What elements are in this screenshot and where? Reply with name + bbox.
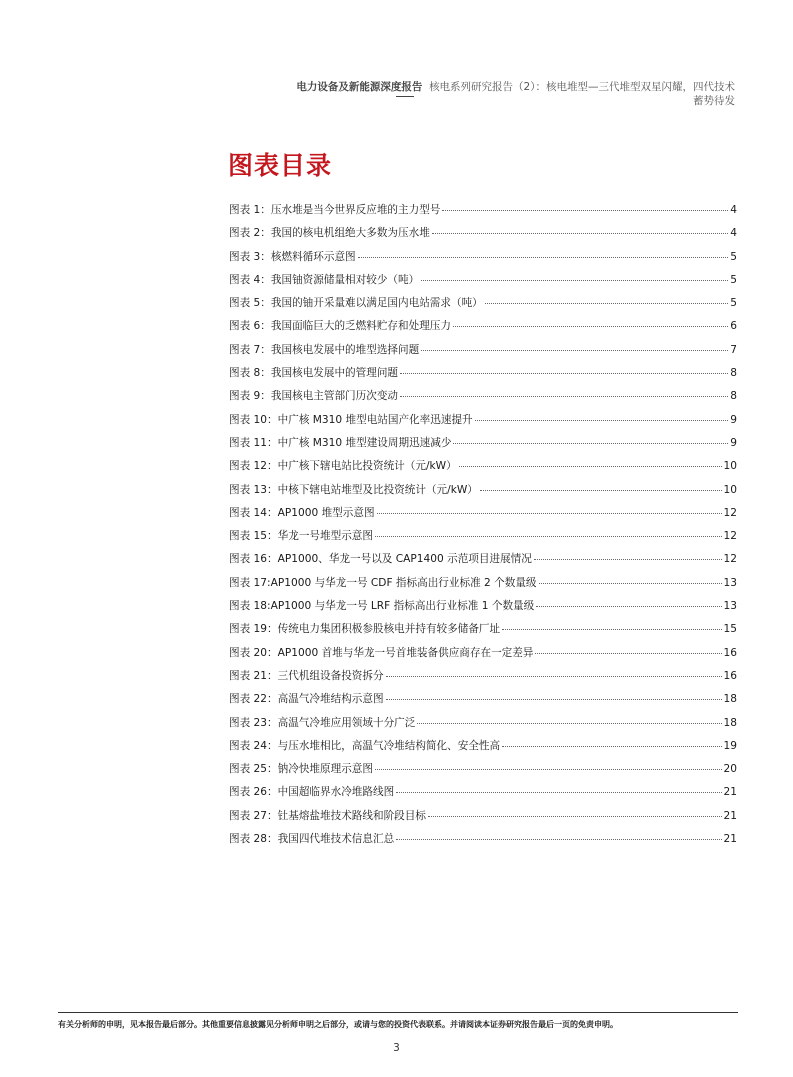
toc-leader-dots bbox=[453, 326, 728, 327]
toc-entry-label: 图表 7：我国核电发展中的堆型选择问题 bbox=[229, 343, 420, 356]
toc-entry[interactable] bbox=[229, 249, 737, 272]
toc-leader-dots bbox=[421, 280, 728, 281]
toc-entry-label: 图表 20：AP1000 首堆与华龙一号首堆装备供应商存在一定差异 bbox=[229, 646, 534, 659]
toc-entry[interactable] bbox=[229, 784, 737, 807]
footer-divider bbox=[58, 1012, 738, 1013]
toc-entry-label: 图表 24：与压水堆相比，高温气冷堆结构简化、安全性高 bbox=[229, 739, 501, 752]
toc-leader-dots bbox=[485, 303, 728, 304]
toc-leader-dots bbox=[535, 653, 721, 654]
toc-entry-page: 21 bbox=[723, 809, 737, 822]
toc-entry[interactable] bbox=[229, 668, 737, 691]
toc-entry-label: 图表 11：中广核 M310 堆型建设周期迅速减少 bbox=[229, 436, 452, 449]
toc-entry-page: 13 bbox=[723, 576, 737, 589]
toc-entry-page: 9 bbox=[730, 413, 737, 426]
toc-entry[interactable] bbox=[229, 365, 737, 388]
toc-entry-page: 21 bbox=[723, 786, 737, 799]
toc-leader-dots bbox=[375, 536, 722, 537]
toc-entry-page: 10 bbox=[723, 483, 737, 496]
header-divider bbox=[396, 96, 414, 97]
toc-leader-dots bbox=[400, 396, 728, 397]
toc-entry-page: 20 bbox=[723, 763, 737, 776]
toc-entry-label: 图表 12：中广核下辖电站比投资统计（元/kW） bbox=[229, 460, 457, 473]
toc-leader-dots bbox=[396, 839, 721, 840]
toc-leader-dots bbox=[475, 420, 729, 421]
toc-entry[interactable] bbox=[229, 435, 737, 458]
toc-entry[interactable] bbox=[229, 412, 737, 435]
toc-entry-page: 18 bbox=[723, 693, 737, 706]
toc-entry[interactable] bbox=[229, 575, 737, 598]
toc-leader-dots bbox=[386, 699, 722, 700]
toc-entry[interactable] bbox=[229, 621, 737, 644]
toc-entry-page: 8 bbox=[730, 367, 737, 380]
toc-entry[interactable] bbox=[229, 482, 737, 505]
toc-entry-page: 12 bbox=[723, 506, 737, 519]
toc-entry[interactable] bbox=[229, 691, 737, 714]
toc-leader-dots bbox=[442, 210, 728, 211]
table-of-figures bbox=[229, 202, 737, 854]
toc-entry-label: 图表 27：钍基熔盐堆技术路线和阶段目标 bbox=[229, 809, 426, 822]
toc-entry-label: 图表 23：高温气冷堆应用领域十分广泛 bbox=[229, 716, 416, 729]
toc-entry[interactable] bbox=[229, 645, 737, 668]
toc-entry-label: 图表 4：我国铀资源储量相对较少（吨） bbox=[229, 273, 420, 286]
toc-entry[interactable] bbox=[229, 715, 737, 738]
toc-entry-page: 5 bbox=[730, 273, 737, 286]
toc-entry-page: 19 bbox=[723, 739, 737, 752]
toc-entry-page: 5 bbox=[730, 297, 737, 310]
toc-entry[interactable] bbox=[229, 505, 737, 528]
toc-entry[interactable] bbox=[229, 225, 737, 248]
toc-leader-dots bbox=[396, 792, 721, 793]
toc-leader-dots bbox=[453, 443, 728, 444]
toc-entry[interactable] bbox=[229, 551, 737, 574]
toc-entry[interactable] bbox=[229, 458, 737, 481]
toc-entry-label: 图表 9：我国核电主管部门历次变动 bbox=[229, 390, 399, 403]
toc-leader-dots bbox=[502, 746, 721, 747]
toc-entry[interactable] bbox=[229, 272, 737, 295]
toc-leader-dots bbox=[428, 816, 722, 817]
toc-entry[interactable] bbox=[229, 598, 737, 621]
page-title: 图表目录 bbox=[228, 151, 333, 180]
toc-entry-page: 12 bbox=[723, 530, 737, 543]
toc-entry-page: 5 bbox=[730, 250, 737, 263]
toc-entry-label: 图表 26：中国超临界水冷堆路线图 bbox=[229, 786, 395, 799]
toc-leader-dots bbox=[534, 559, 722, 560]
toc-entry-label: 图表 6：我国面临巨大的乏燃料贮存和处理压力 bbox=[229, 320, 451, 333]
toc-entry-label: 图表 21：三代机组设备投资拆分 bbox=[229, 669, 384, 682]
toc-leader-dots bbox=[539, 583, 722, 584]
toc-entry-label: 图表 28：我国四代堆技术信息汇总 bbox=[229, 833, 395, 846]
toc-entry-page: 4 bbox=[730, 204, 737, 216]
report-header bbox=[115, 80, 735, 108]
toc-leader-dots bbox=[502, 629, 721, 630]
toc-entry-page: 9 bbox=[730, 436, 737, 449]
toc-entry[interactable] bbox=[229, 342, 737, 365]
toc-leader-dots bbox=[377, 513, 722, 514]
toc-entry-page: 12 bbox=[723, 553, 737, 566]
toc-leader-dots bbox=[536, 606, 721, 607]
toc-entry-page: 6 bbox=[730, 320, 737, 333]
toc-leader-dots bbox=[480, 490, 722, 491]
toc-entry-page: 16 bbox=[723, 646, 737, 659]
toc-entry-label: 图表 10：中广核 M310 堆型电站国产化率迅速提升 bbox=[229, 413, 473, 426]
toc-leader-dots bbox=[400, 373, 728, 374]
toc-entry-label: 图表 19：传统电力集团积极参股核电并持有较多储备厂址 bbox=[229, 623, 501, 636]
toc-entry-page: 18 bbox=[723, 716, 737, 729]
toc-leader-dots bbox=[375, 769, 722, 770]
toc-entry-page: 16 bbox=[723, 669, 737, 682]
toc-leader-dots bbox=[432, 233, 728, 234]
toc-entry-page: 4 bbox=[730, 227, 737, 240]
toc-entry-label: 图表 22：高温气冷堆结构示意图 bbox=[229, 693, 384, 706]
toc-entry-label: 图表 18:AP1000 与华龙一号 LRF 指标高出行业标准 1 个数量级 bbox=[229, 600, 535, 613]
toc-entry-page: 7 bbox=[730, 343, 737, 356]
toc-entry-label: 图表 5：我国的铀开采量难以满足国内电站需求（吨） bbox=[229, 297, 483, 310]
footer-disclaimer: 有关分析师的申明，见本报告最后部分。其他重要信息披露见分析师申明之后部分，或请与您的投资代表联系。并请阅读本证券研究报告最后一页的免责申明。 bbox=[58, 1020, 618, 1029]
toc-entry-label: 图表 15：华龙一号堆型示意图 bbox=[229, 530, 373, 543]
header-line-1 bbox=[115, 80, 735, 94]
toc-entry-label: 图表 17:AP1000 与华龙一号 CDF 指标高出行业标准 2 个数量级 bbox=[229, 576, 537, 589]
toc-entry[interactable] bbox=[229, 528, 737, 551]
toc-leader-dots bbox=[421, 350, 728, 351]
toc-entry[interactable] bbox=[229, 808, 737, 831]
toc-entry[interactable] bbox=[229, 761, 737, 784]
toc-entry-page: 15 bbox=[723, 623, 737, 636]
toc-entry[interactable] bbox=[229, 202, 737, 225]
toc-entry[interactable] bbox=[229, 738, 737, 761]
toc-entry-page: 10 bbox=[723, 460, 737, 473]
toc-entry[interactable] bbox=[229, 388, 737, 411]
toc-entry-label: 图表 16：AP1000、华龙一号以及 CAP1400 示范项目进展情况 bbox=[229, 553, 532, 566]
toc-entry-label: 图表 25：钠冷快堆原理示意图 bbox=[229, 763, 373, 776]
toc-leader-dots bbox=[386, 676, 722, 677]
header-line-2: 蓄势待发 bbox=[693, 95, 735, 107]
toc-leader-dots bbox=[459, 466, 722, 467]
toc-entry[interactable] bbox=[229, 295, 737, 318]
toc-entry-page: 13 bbox=[723, 600, 737, 613]
toc-leader-dots bbox=[417, 723, 721, 724]
header-series: 核电系列研究报告（2）：核电堆型—三代堆型双星闪耀，四代技术 bbox=[429, 81, 735, 93]
page-number: 3 bbox=[393, 1042, 400, 1054]
toc-entry-label: 图表 14：AP1000 堆型示意图 bbox=[229, 506, 375, 519]
toc-entry-page: 8 bbox=[730, 390, 737, 403]
toc-entry[interactable] bbox=[229, 318, 737, 341]
header-category: 电力设备及新能源深度报告 bbox=[296, 81, 423, 93]
toc-leader-dots bbox=[358, 257, 729, 258]
toc-entry-label: 图表 2：我国的核电机组绝大多数为压水堆 bbox=[229, 227, 430, 240]
toc-entry-label: 图表 1：压水堆是当今世界反应堆的主力型号 bbox=[229, 204, 441, 216]
toc-entry[interactable] bbox=[229, 831, 737, 854]
toc-entry-page: 21 bbox=[723, 833, 737, 846]
toc-entry-label: 图表 8：我国核电发展中的管理问题 bbox=[229, 367, 399, 380]
toc-entry-label: 图表 13：中核下辖电站堆型及比投资统计（元/kW） bbox=[229, 483, 478, 496]
toc-entry-label: 图表 3：核燃料循环示意图 bbox=[229, 250, 356, 263]
